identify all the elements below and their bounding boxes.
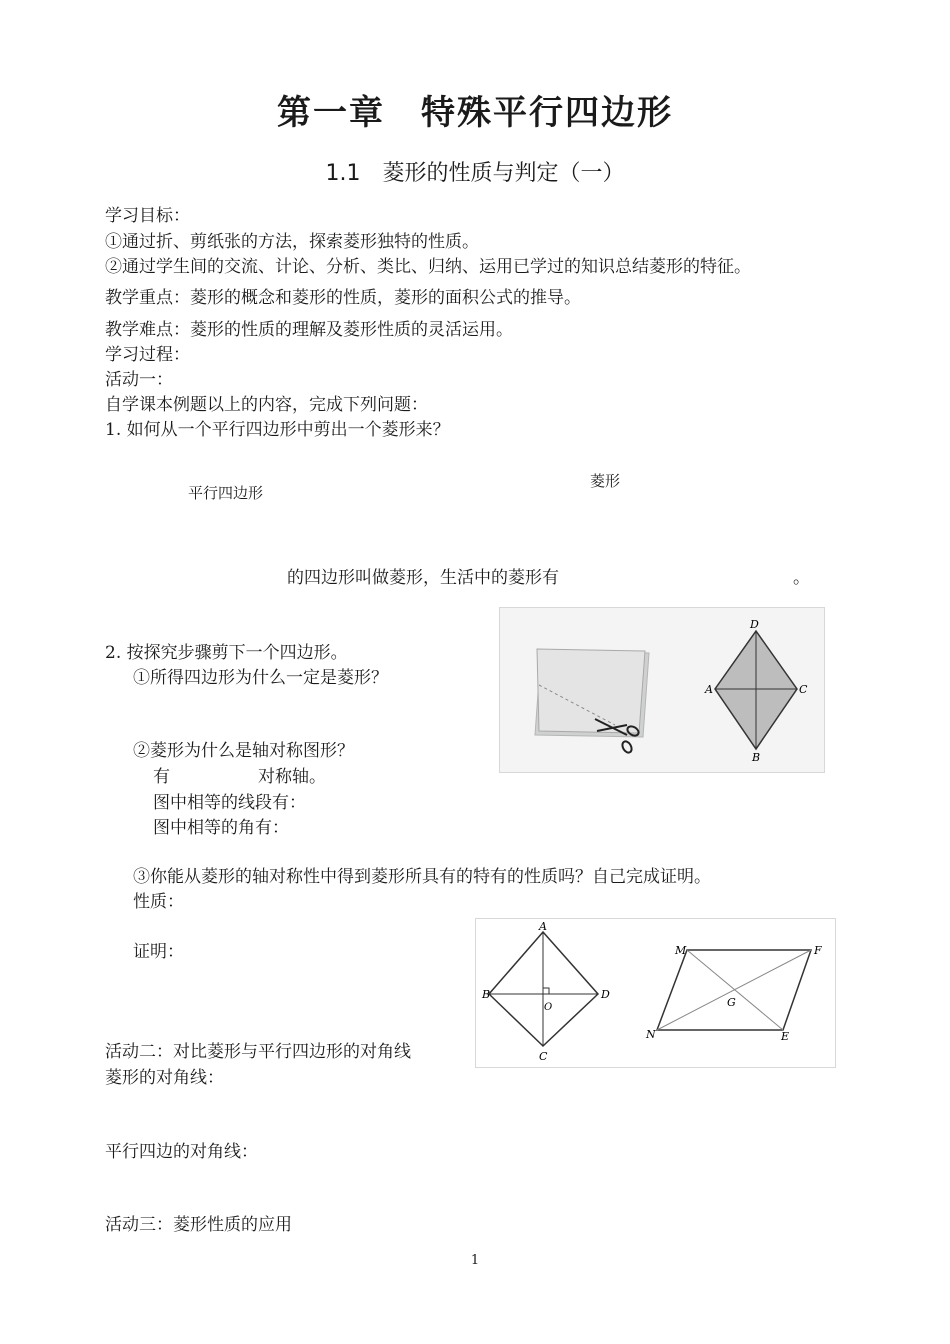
activity-2: 活动二：对比菱形与平行四边形的对角线 (105, 1042, 411, 1062)
rhombus-center-o-label: O (544, 1002, 553, 1013)
activity1-label: 活动一： (105, 370, 173, 390)
objective-2: ②通过学生间的交流、计论、分析、类比、归纳、运用已学过的知识总结菱形的特征。 (105, 257, 751, 277)
equal-angles: 图中相等的角有： (153, 818, 289, 838)
property-label: 性质： (133, 892, 184, 912)
axis-count-prefix: 有 (153, 767, 170, 787)
section-title: 1.1 菱形的性质与判定（一） (325, 161, 625, 186)
axis-count-suffix: 对称轴。 (258, 767, 326, 787)
activity-3: 活动三：菱形性质的应用 (105, 1215, 292, 1235)
vertex-c-label: C (799, 683, 808, 696)
rhombus-label: 菱形 (590, 472, 621, 490)
question-2-2: ②菱形为什么是轴对称图形？ (133, 741, 354, 761)
parallelogram-label: 平行四边形 (188, 484, 264, 502)
definition-blank-text: 的四边形叫做菱形，生活中的菱形有 (287, 568, 559, 588)
rhombus-vertex-b-label: B (482, 988, 491, 1001)
cut-paper-rhombus-figure (499, 607, 825, 773)
objectives-label: 学习目标： (105, 206, 190, 226)
vertex-b-label: B (752, 751, 761, 764)
parallelogram-vertex-f-label: F (814, 944, 822, 957)
page-number: 1 (470, 1253, 480, 1268)
parallelogram-center-g-label: G (727, 996, 736, 1009)
question-2: 2. 按探究步骤剪下一个四边形。 (105, 643, 348, 663)
rhombus-vertex-a-label: A (539, 920, 547, 933)
equal-segments: 图中相等的线段有： (153, 793, 306, 813)
definition-end: 。 (793, 568, 810, 588)
rhombus-vertex-c-label: C (539, 1050, 548, 1063)
key-point: 教学重点：菱形的概念和菱形的性质，菱形的面积公式的推导。 (105, 288, 581, 308)
parallelogram-vertex-n-label: N (646, 1028, 656, 1041)
chapter-title: 第一章 特殊平行四边形 (277, 93, 673, 133)
vertex-a-label: A (705, 683, 713, 696)
rhombus-vertex-d-label: D (601, 988, 610, 1001)
activity1-intro: 自学课本例题以上的内容，完成下列问题： (105, 395, 428, 415)
folded-paper (535, 649, 649, 737)
process-label: 学习过程： (105, 345, 190, 365)
question-2-3: ③你能从菱形的轴对称性中得到菱形所具有的特有的性质吗？自己完成证明。 (133, 867, 711, 887)
proof-label: 证明： (133, 942, 184, 962)
parallelogram-vertex-m-label: M (675, 944, 687, 957)
difficulty: 教学难点：菱形的性质的理解及菱形性质的灵活运用。 (105, 320, 513, 340)
parallelogram-vertex-e-label: E (781, 1030, 790, 1043)
rhombus-diagonals: 菱形的对角线： (105, 1068, 224, 1088)
question-2-1: ①所得四边形为什么一定是菱形？ (133, 668, 388, 688)
parallelogram-diagonals: 平行四边的对角线： (105, 1142, 258, 1162)
diagonals-comparison-figure (475, 918, 836, 1068)
question-1: 1. 如何从一个平行四边形中剪出一个菱形来？ (105, 420, 450, 440)
vertex-d-label: D (750, 618, 759, 631)
objective-1: ①通过折、剪纸张的方法，探索菱形独特的性质。 (105, 232, 479, 252)
